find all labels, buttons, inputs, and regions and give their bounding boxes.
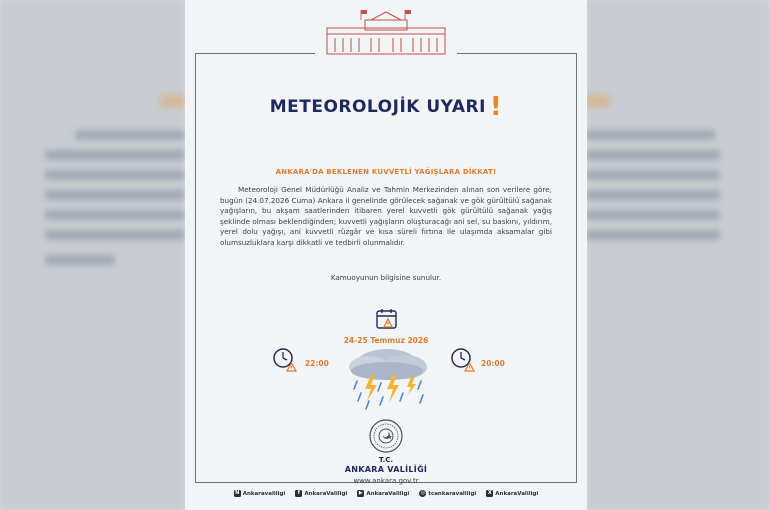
date-range: 24-25 Temmuz 2026	[343, 336, 429, 345]
blurred-right-panel	[585, 0, 770, 510]
alert-body: Meteoroloji Genel Müdürlüğü Analiz ve Tahmin Merkezinden alınan son verilere göre; bugün (24.07.2026 Cuma) Ankara il genelinde görülecek sağanak ve gök gürültülü sağanak yağışların, bu akşam saatlerinden itibaren yerel kuvvetli gök gürültülü sağanak yağış şeklinde olması beklendiğinden; kuvvetli yağışların oluşturacağı ani sel, su baskını, yıldırım, yerel dolu yağışı, ani kuvvetli rüzgâr ve kısa süreli fırtına ile ulaşımda aksamalar gibi olumsuzluklara karşı dikkatli ve tedbirli olunmalıdır.	[220, 185, 552, 247]
social-handle: AnkaraValiligi	[304, 490, 348, 497]
web-rule-right	[457, 482, 517, 483]
warning-mark: !	[489, 92, 503, 122]
tc-label: T.C.	[378, 456, 394, 464]
organization-name: ANKARA VALİLİĞİ	[344, 465, 428, 474]
social-link-x[interactable]	[486, 490, 538, 497]
governorship-emblem-icon	[368, 418, 404, 454]
start-time: 22:00	[305, 359, 329, 368]
thunderstorm-icon	[341, 345, 433, 413]
social-handle: Ankaravaliligi	[242, 490, 286, 497]
instagram-icon: ◎	[420, 490, 425, 496]
social-link-instagram[interactable]	[419, 490, 476, 497]
social-link-nsosyal[interactable]	[234, 490, 286, 497]
facebook-icon: f	[295, 490, 302, 497]
x-icon: X	[487, 490, 492, 496]
social-links	[185, 490, 587, 497]
calendar-warning-icon	[375, 307, 399, 331]
website-link[interactable]: www.ankara.gov.tr	[353, 477, 419, 485]
social-link-youtube[interactable]	[357, 490, 409, 497]
youtube-icon: ▶	[358, 490, 363, 496]
social-link-facebook[interactable]	[295, 490, 347, 497]
social-handle: AnkaraValiligi	[366, 490, 410, 497]
public-notice: Kamuoyunun bilgisine sunulur.	[330, 273, 442, 282]
alert-subtitle: ANKARA'DA BEKLENEN KUVVETLİ YAĞIŞLARA DİKKAT!	[275, 168, 497, 176]
page-title: METEOROLOJİK UYARI !	[269, 92, 503, 122]
end-time: 20:00	[481, 359, 505, 368]
social-handle: tcankaravaliligi	[428, 490, 477, 497]
nsosyal-icon: N	[235, 490, 240, 496]
government-building-icon	[321, 8, 451, 56]
blurred-left-panel	[0, 0, 185, 510]
clock-warning-icon	[272, 347, 298, 373]
clock-warning-icon	[450, 347, 476, 373]
announcement-card	[185, 0, 587, 510]
social-handle: AnkaraValiligi	[495, 490, 539, 497]
